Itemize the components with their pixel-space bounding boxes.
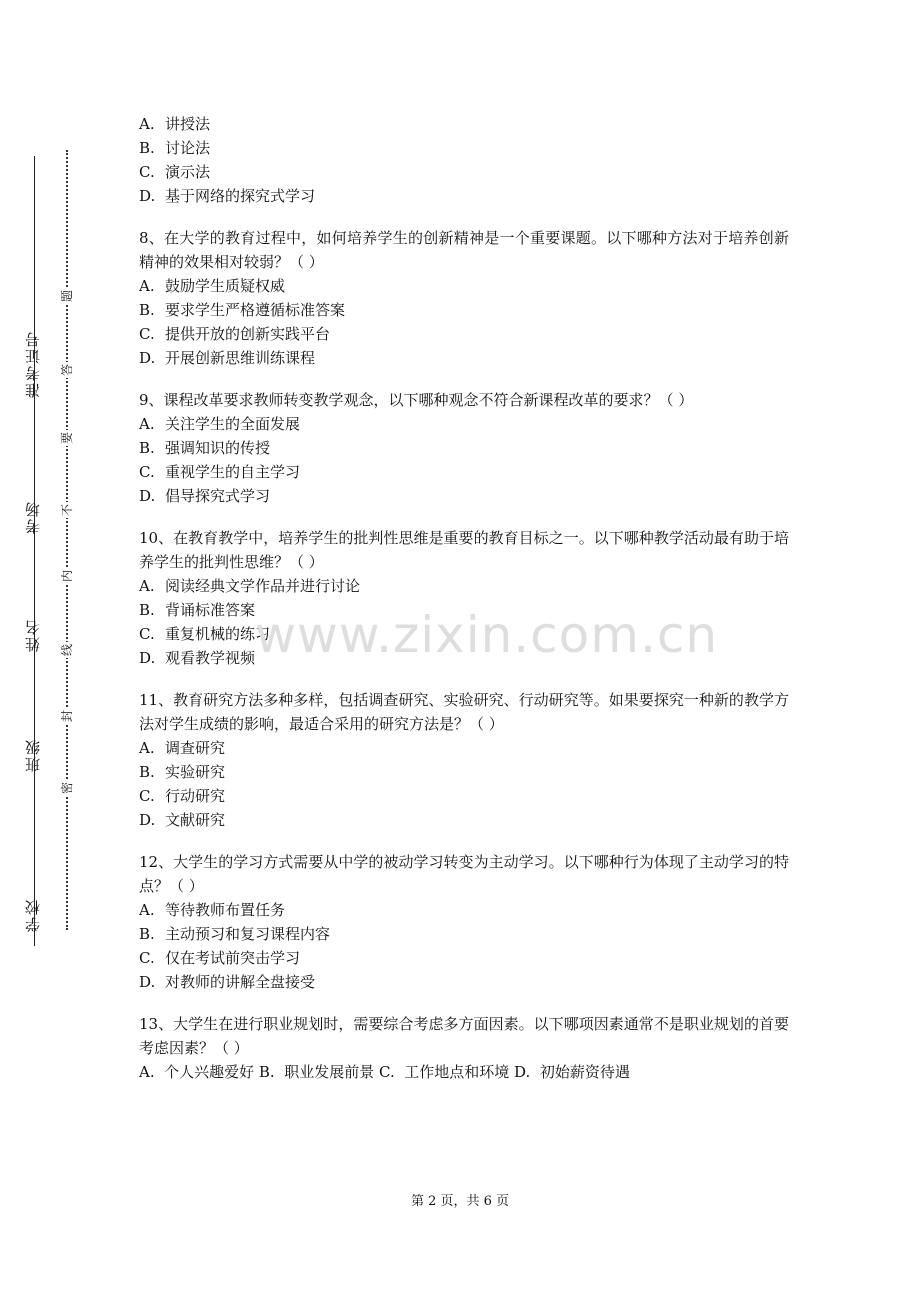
page-footer: 第 2 页，共 6 页 xyxy=(410,1194,510,1209)
option-text: 对教师的讲解全盘接受 xyxy=(165,973,316,991)
option-item xyxy=(139,484,789,508)
question-block xyxy=(139,526,789,670)
option-letter: D. xyxy=(139,973,156,991)
option-letter: A. xyxy=(139,415,155,433)
option-item xyxy=(139,808,789,832)
binding-margin xyxy=(0,140,110,960)
option-letter: A. xyxy=(139,277,155,295)
option-letter: A. xyxy=(139,901,155,919)
option-text: 调查研究 xyxy=(165,739,226,757)
option-text: 演示法 xyxy=(165,163,211,181)
option-letter: B. xyxy=(139,925,155,943)
option-item xyxy=(139,436,789,460)
option-item xyxy=(139,574,789,598)
seal-char: 内 xyxy=(60,570,74,583)
option-item xyxy=(139,784,789,808)
question-block xyxy=(139,850,789,994)
option-text: 等待教师布置任务 xyxy=(165,901,286,919)
question-stem: 11、教育研究方法多种多样，包括调查研究、实验研究、行动研究等。如果要探究一种新的教学方法对学生成绩的影响，最适合采用的研究方法是？（ ） xyxy=(139,691,789,733)
option-letter: A. xyxy=(139,115,155,133)
option-text: 仅在考试前突击学习 xyxy=(165,949,301,967)
option-letter: C. xyxy=(139,163,155,181)
previous-question-options xyxy=(139,112,789,208)
option-letter: D. xyxy=(139,811,156,829)
option-item xyxy=(139,412,789,436)
seal-char: 密 xyxy=(60,782,74,795)
seal-dotted-line xyxy=(66,150,68,930)
option-letter: D. xyxy=(139,187,156,205)
question-stem: 9、课程改革要求教师转变教学观念，以下哪种观念不符合新课程改革的要求？（ ） xyxy=(139,391,694,409)
option-item xyxy=(139,112,789,136)
option-item xyxy=(139,274,789,298)
option-item xyxy=(139,970,789,994)
option-text: 行动研究 xyxy=(165,787,226,805)
option-item xyxy=(139,898,789,922)
binding-field-label: 准考证号 xyxy=(24,330,42,398)
option-letter: D. xyxy=(139,487,156,505)
question-block xyxy=(139,226,789,370)
option-text: 实验研究 xyxy=(165,763,226,781)
option-item xyxy=(139,160,789,184)
seal-char: 题 xyxy=(60,290,74,303)
binding-field-label: 考场 xyxy=(24,500,42,534)
option-text: 观看教学视频 xyxy=(165,649,256,667)
option-text: 主动预习和复习课程内容 xyxy=(165,925,331,943)
option-text: 要求学生严格遵循标准答案 xyxy=(165,301,346,319)
exam-content xyxy=(139,112,789,1084)
seal-char: 线 xyxy=(60,644,74,657)
option-item xyxy=(139,760,789,784)
option-text: 阅读经典文学作品并进行讨论 xyxy=(165,577,361,595)
option-item xyxy=(139,646,789,670)
binding-field-label: 学校 xyxy=(24,898,42,932)
option-text: 鼓励学生质疑权威 xyxy=(165,277,286,295)
binding-solid-line xyxy=(34,156,35,946)
option-item xyxy=(139,922,789,946)
seal-char: 答 xyxy=(60,364,74,377)
option-letter: C. xyxy=(139,625,155,643)
question-stem: 12、大学生的学习方式需要从中学的被动学习转变为主动学习。以下哪种行为体现了主动学习的特点？（ ） xyxy=(139,853,789,895)
question-stem: 8、在大学的教育过程中，如何培养学生的创新精神是一个重要课题。以下哪种方法对于培养创新精神的效果相对较弱？（ ） xyxy=(139,229,789,271)
option-letter: D. xyxy=(139,649,156,667)
question-list xyxy=(139,226,789,1084)
option-text: 重视学生的自主学习 xyxy=(165,463,301,481)
option-item xyxy=(139,598,789,622)
option-letter: C. xyxy=(139,325,155,343)
question-block xyxy=(139,688,789,832)
option-text: 关注学生的全面发展 xyxy=(165,415,301,433)
option-text: 讲授法 xyxy=(165,115,211,133)
option-item xyxy=(139,346,789,370)
option-text: 文献研究 xyxy=(165,811,226,829)
option-letter: C. xyxy=(139,949,155,967)
option-text: 倡导探究式学习 xyxy=(165,487,271,505)
seal-char: 要 xyxy=(60,432,74,445)
option-text: 强调知识的传授 xyxy=(165,439,271,457)
option-item xyxy=(139,136,789,160)
option-letter: A. xyxy=(139,577,155,595)
option-text: 重复机械的练习 xyxy=(165,625,271,643)
binding-field-label: 班级 xyxy=(24,738,42,772)
question-stem: 13、大学生在进行职业规划时，需要综合考虑多方面因素。以下哪项因素通常不是职业规划的首要考虑因素？（ ） xyxy=(139,1015,789,1057)
watermark: www.zixin.com.cn xyxy=(255,606,719,664)
question-stem: 10、在教育教学中，培养学生的批判性思维是重要的教育目标之一。以下哪种教学活动最有助于培养学生的批判性思维？（ ） xyxy=(139,529,789,571)
question-block xyxy=(139,388,789,508)
option-item xyxy=(139,298,789,322)
option-text: 提供开放的创新实践平台 xyxy=(165,325,331,343)
inline-options: A. 个人兴趣爱好 B. 职业发展前景 C. 工作地点和环境 D. 初始薪资待遇 xyxy=(139,1063,630,1081)
option-letter: B. xyxy=(139,301,155,319)
option-item xyxy=(139,736,789,760)
option-item xyxy=(139,184,789,208)
option-item xyxy=(139,460,789,484)
option-letter: C. xyxy=(139,787,155,805)
option-letter: B. xyxy=(139,601,155,619)
option-letter: C. xyxy=(139,463,155,481)
option-text: 基于网络的探究式学习 xyxy=(165,187,316,205)
seal-char: 封 xyxy=(60,710,74,723)
option-letter: A. xyxy=(139,739,155,757)
binding-field-label: 姓名 xyxy=(24,618,42,652)
option-text: 开展创新思维训练课程 xyxy=(165,349,316,367)
option-text: 背诵标准答案 xyxy=(165,601,256,619)
option-item xyxy=(139,322,789,346)
option-letter: B. xyxy=(139,763,155,781)
question-block xyxy=(139,1012,789,1084)
option-letter: B. xyxy=(139,139,155,157)
option-item xyxy=(139,622,789,646)
option-letter: B. xyxy=(139,439,155,457)
option-item xyxy=(139,946,789,970)
option-letter: D. xyxy=(139,349,156,367)
option-text: 讨论法 xyxy=(165,139,211,157)
seal-char: 不 xyxy=(60,504,74,517)
